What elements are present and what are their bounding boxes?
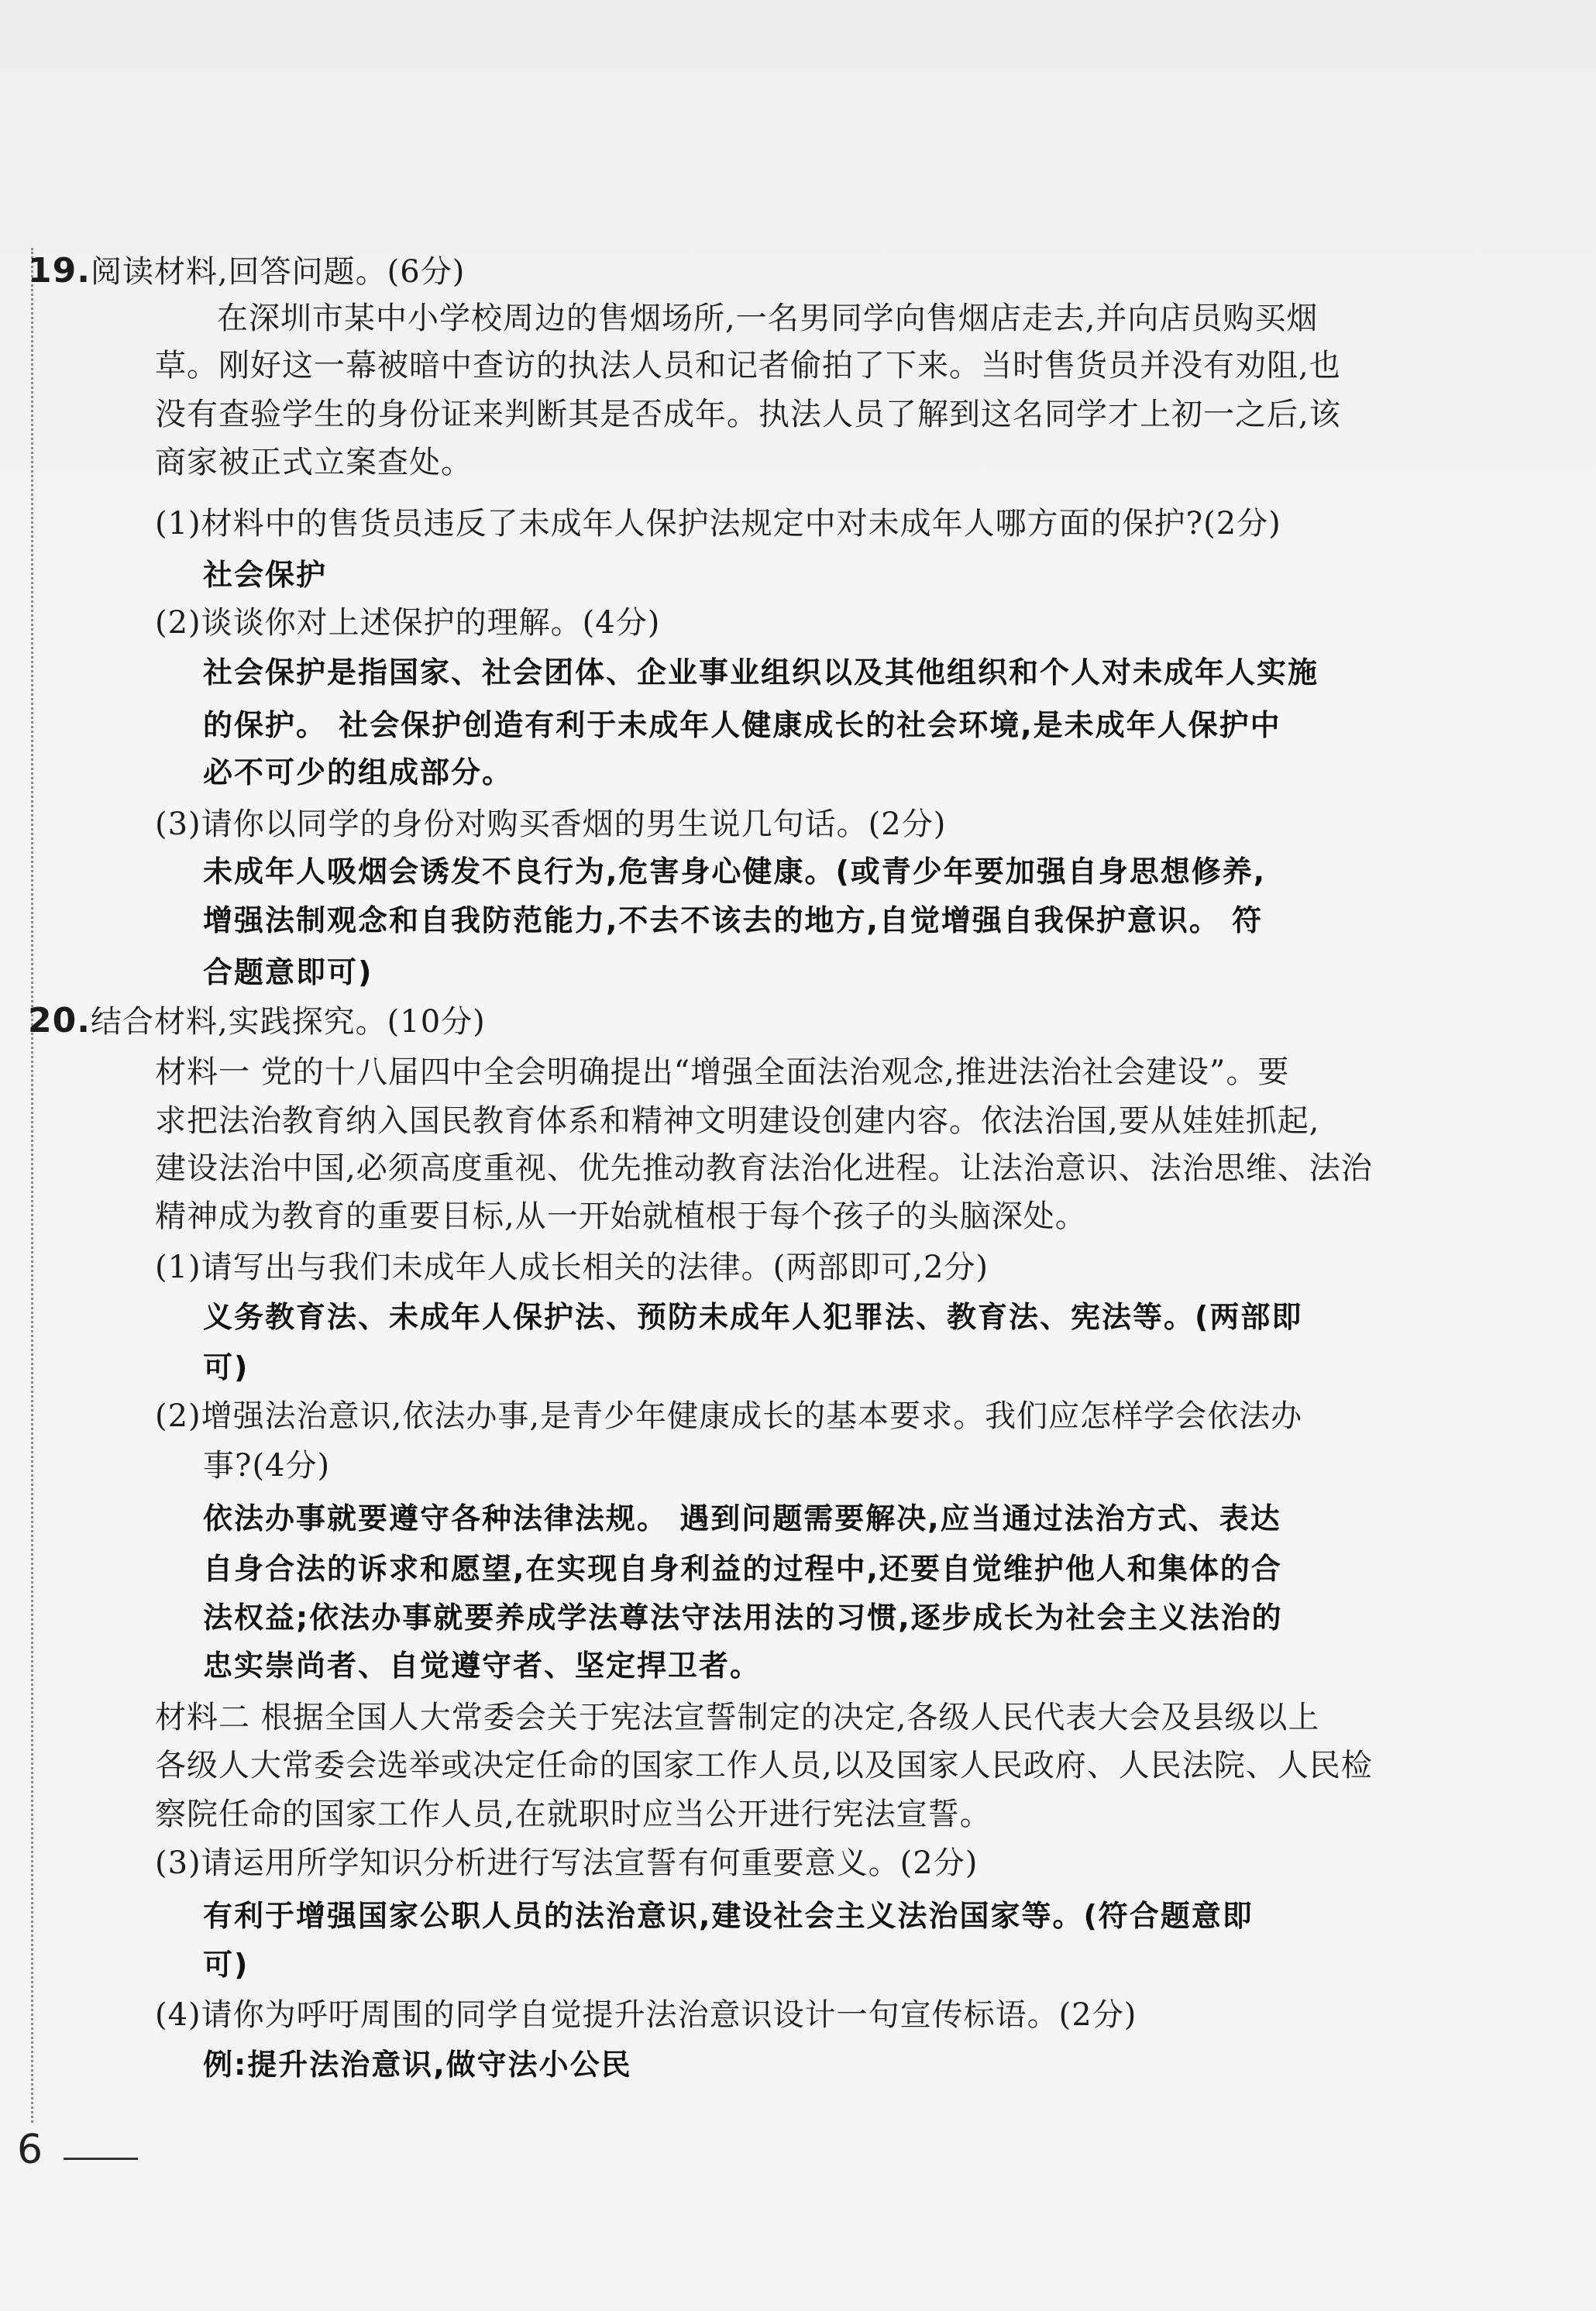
q19-sub2-question: (2)谈谈你对上述保护的理解。(4分) xyxy=(155,605,661,641)
q20-material1-line: 材料一 党的十八届四中全会明确提出“增强全面法治观念,推进法治社会建设”。要 xyxy=(155,1054,1290,1090)
q19-material-line: 在深圳市某中小学校周边的售烟场所,一名男同学向售烟店走去,并向店员购买烟 xyxy=(217,301,1319,336)
q20-number: 20. xyxy=(28,1001,91,1040)
q19-material-line: 商家被正式立案查处。 xyxy=(155,445,473,480)
q19-sub2-answer-line: 的保护。 社会保护创造有利于未成年人健康成长的社会环境,是未成年人保护中 xyxy=(203,708,1281,742)
q19-sub3-question: (3)请你以同学的身份对购买香烟的男生说几句话。(2分) xyxy=(155,806,947,842)
q19-sub3-answer-line: 未成年人吸烟会诱发不良行为,危害身心健康。(或青少年要加强自身思想修养, xyxy=(203,855,1267,889)
q20-sub2-answer-line: 依法办事就要遵守各种法律法规。 遇到问题需要解决,应当通过法治方式、表达 xyxy=(203,1501,1281,1536)
q20-sub2-answer-line: 法权益;依法办事就要养成学法尊法守法用法的习惯,逐步成长为社会主义法治的 xyxy=(203,1601,1283,1635)
q20-heading xyxy=(28,999,486,1044)
q19-sub1-answer: 社会保护 xyxy=(203,558,328,592)
q20-material1-line: 建设法治中国,必须高度重视、优先推动教育法治化进程。让法治意识、法治思维、法治 xyxy=(155,1150,1373,1186)
page-number: 6 xyxy=(17,2127,43,2173)
q20-sub1-question: (1)请写出与我们未成年人成长相关的法律。(两部即可,2分) xyxy=(155,1250,989,1285)
q20-material2-line: 材料二 根据全国人大常委会关于宪法宣誓制定的决定,各级人民代表大会及县级以上 xyxy=(155,1700,1320,1735)
q20-sub1-answer-line: 可) xyxy=(203,1350,249,1384)
q20-sub3-answer-line: 有利于增强国家公职人员的法治意识,建设社会主义法治国家等。(符合题意即 xyxy=(203,1899,1254,1933)
q19-sub3-answer-line: 增强法制观念和自我防范能力,不去不该去的地方,自觉增强自我保护意识。 符 xyxy=(203,903,1264,937)
q20-material1-line: 精神成为教育的重要目标,从一开始就植根于每个孩子的头脑深处。 xyxy=(155,1198,1087,1234)
q20-sub2-question-line: (2)增强法治意识,依法办事,是青少年健康成长的基本要求。我们应怎样学会依法办 xyxy=(155,1398,1303,1434)
q20-sub3-answer-line: 可) xyxy=(203,1948,249,1982)
q20-sub4-question: (4)请你为呼吁周围的同学自觉提升法治意识设计一句宣传标语。(2分) xyxy=(155,1997,1137,2033)
q19-sub2-answer-line: 必不可少的组成部分。 xyxy=(203,755,514,789)
q20-material2-line: 察院任命的国家工作人员,在就职时应当公开进行宪法宣誓。 xyxy=(155,1797,992,1832)
q20-sub2-answer-line: 忠实崇尚者、自觉遵守者、坚定捍卫者。 xyxy=(203,1649,762,1683)
q19-material-line: 草。刚好这一幕被暗中查访的执法人员和记者偷拍了下来。当时售货员并没有劝阻,也 xyxy=(155,348,1341,383)
q20-prompt: 结合材料,实践探究。(10分) xyxy=(90,1004,486,1040)
q19-material-line: 没有查验学生的身份证来判断其是否成年。执法人员了解到这名同学才上初一之后,该 xyxy=(155,397,1341,432)
q20-material1-line: 求把法治教育纳入国民教育体系和精神文明建设创建内容。依法治国,要从娃娃抓起, xyxy=(155,1103,1320,1139)
q20-sub4-answer: 例:提升法治意识,做守法小公民 xyxy=(203,2048,632,2082)
q20-sub1-answer-line: 义务教育法、未成年人保护法、预防未成年人犯罪法、教育法、宪法等。(两部即 xyxy=(203,1300,1303,1334)
page-number-rule xyxy=(64,2158,138,2160)
q20-sub3-question: (3)请运用所学知识分析进行写法宣誓有何重要意义。(2分) xyxy=(155,1845,979,1881)
q19-prompt: 阅读材料,回答问题。(6分) xyxy=(90,254,466,290)
q20-sub2-answer-line: 自身合法的诉求和愿望,在实现自身利益的过程中,还要自觉维护他人和集体的合 xyxy=(203,1552,1282,1586)
binding-dotted-line xyxy=(31,248,33,2123)
q20-sub2-question-line: 事?(4分) xyxy=(203,1448,331,1484)
q19-sub1-question: (1)材料中的售货员违反了未成年人保护法规定中对未成年人哪方面的保护?(2分) xyxy=(155,506,1281,542)
q19-heading xyxy=(28,249,465,294)
q19-number: 19. xyxy=(28,251,91,291)
q19-sub2-answer-line: 社会保护是指国家、社会团体、企业事业组织以及其他组织和个人对未成年人实施 xyxy=(203,655,1319,690)
q20-material2-line: 各级人大常委会选举或决定任命的国家工作人员,以及国家人民政府、人民法院、人民检 xyxy=(155,1748,1373,1783)
q19-sub3-answer-line: 合题意即可) xyxy=(203,955,373,989)
